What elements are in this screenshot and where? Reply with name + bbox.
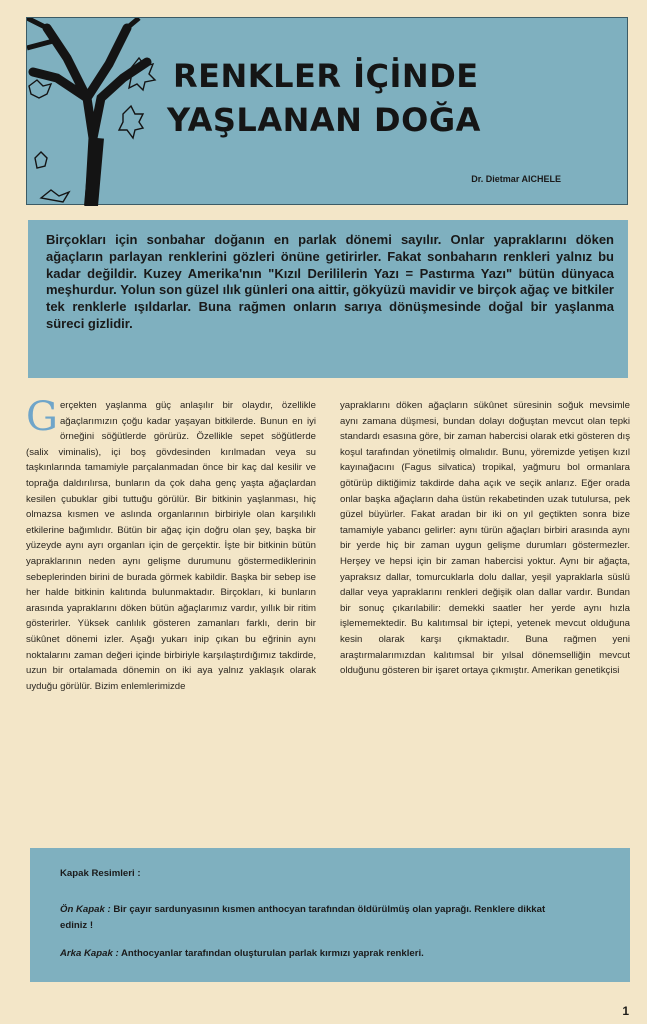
- back-cover-label: Arka Kapak :: [60, 948, 119, 959]
- front-cover-caption: [60, 902, 560, 934]
- right-column-text: yapraklarını döken ağaçların sükûnet süresinin soğuk mevsimle aynı zamana düşmesi, bundan dolayı doğuştan mevcut olan tepki standardı esasına göre, bir zaman habercisi olarak etki gösteren dış koşul tarafından yönetilmiş olmalıdır. Bunu, yöremizde yetişen kızıl kayınağacını (Fagus silvatica) tropikal, yağmuru bol ormanlara götürüp diktiğimiz takdirde daha açık ve seçik anlarız. Eğer orada onlar başka ağaçların daha üstün rekabetinden uzak tutulursa, pek güzel büyürler. Fakat aradan bir iki on yıl geçtikten sonra bize tamamiyle yabancı gelirler: aynı türün ağaçları birbiri arasında aynı bir yerde hiç bir zaman uygun gelişme durumları göstermezler. Herşey ve hepsi için bir zaman habercisi yoktur. Aynı bir ağaçta, yapraksız dallar, tomurcuklarla dolu dallar, yeşil yapraklarla süslü dallar veya yapraklarını renkleri değişik olan dallar vardır. Bundan bir sonuç çıkarılabilir: demekki saatler her yerde aynı hızla işlememektedir. Bu kalıtımsal bir içtepi, yetenek mevcut olduğuna kesin olarak karşı çıkmaktadır. Buna rağmen yeni araştırmalarımızdan kalıtımsal bir yılsal dönemselliğin mevcut olduğunu gösteren bir işaret ortaya çıkmıştır. Amerikan genetikçisi: [340, 400, 630, 677]
- tree-illustration-icon: [27, 18, 167, 206]
- intro-panel: [28, 220, 628, 378]
- left-column-text: erçekten yaşlanma güç anlaşılır bir olaydır, özellikle ağaçlarımızın çoğu kadar yaşayan bitkilerde. Bunun en iyi örneğini söğütlerde görürüz. Özellikle sepet söğütlerde (salix viminalis), içi boş gövdesinden kırılmadan veya su taşkınlarında tamamiyle parçalanmadan önce bir kaç dal kesilir ve toprağa daldırılırsa, bunların da çok daha genç yaşta ağaçlardan kesilen çubuklar gibi tuttuğu görülür. Bir bitkinin yaşlanması, hiç olmazsa kısmen ve aslında organlarının birbiriyle olan karşılıklı etkilerine bağımlıdır. Bütün bir ağaç için doğru olan şey, başka bir yüzeyde aynı ayrı organları için de gerçektir. İşte bir bitkinin bütün yapraklarının neden aynı gelişme durumunu göstermediklerinin sebeplerinden birini de burada görmek kabildir. Başka bir sebep ise her halde bitkinin kalıtında bulunmaktadır. Birçokları, ki bunların arasında yapraklarını döken bütün ağaçlarımız vardır, yıllık bir ritim gösterirler. Yüksek canlılık gösteren zamanları farklı, derin bir sükûnet dönemi izler. Aşağı yukarı inip çıkan bu eğrinin aynı noktalarını zaman değeri içinde birbiriyle karşılaştırdığımız takdirde, uzun bir ortalamada dönemin on iki aya yalnız yaklaşık olarak uyduğu görülür. Bizim enlemlerimizde: [26, 400, 316, 692]
- front-cover-label: Ön Kapak :: [60, 904, 111, 915]
- left-column: [26, 394, 316, 694]
- author-name: Dr. Dietmar AICHELE: [471, 174, 561, 184]
- right-column: [340, 398, 630, 679]
- article-body: [26, 394, 630, 838]
- page-number: 1: [622, 1004, 629, 1018]
- front-cover-text: Bir çayır sardunyasının kısmen anthocyan tarafından öldürülmüş olan yaprağı. Renklere dikkat ediniz !: [60, 904, 546, 931]
- drop-cap: G: [26, 394, 58, 440]
- article-title: [167, 54, 617, 142]
- intro-text: Birçokları için sonbahar doğanın en parlak dönemi sayılır. Onlar yapraklarını döken ağaçların parlayan renklerini gözleri önüne getirirler. Fakat sonbaharın renkleri yalnız bu kadar değildir. Kuzey Amerika'nın "Kızıl Derililerin Yazı = Pastırma Yazı" bütün dünyaca meşhurdur. Yolun son güzel ılık günleri ona aittir, gökyüzü mavidir ve birçok ağaç ve bitkiler tek renklerle ışıldarlar. Buna rağmen onların sarıya dönüşmesinde doğal bir yaşlanma süreci gizlidir.: [46, 232, 614, 331]
- header-panel: [26, 17, 628, 205]
- cover-heading: Kapak Resimleri :: [60, 868, 141, 879]
- title-line-2: YAŞLANAN DOĞA: [167, 101, 481, 139]
- back-cover-caption: [60, 948, 620, 959]
- title-line-1: RENKLER İÇİNDE: [173, 57, 479, 95]
- back-cover-text: Anthocyanlar tarafından oluşturulan parlak kırmızı yaprak renkleri.: [120, 948, 424, 959]
- cover-caption-panel: [30, 848, 630, 982]
